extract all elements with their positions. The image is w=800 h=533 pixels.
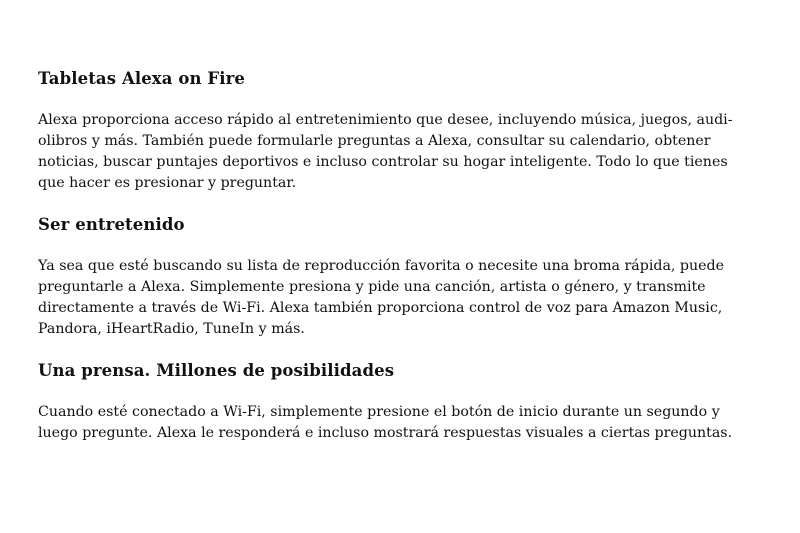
paragraph-line: luego pregunte. Alexa le responderá e incluso mostrará respuestas visuales a ciertas preguntas. xyxy=(38,425,733,441)
paragraph-line: olibros y más. También puede formularle preguntas a Alexa, consultar su calendario, obtener xyxy=(38,133,711,149)
paragraph-line: noticias, buscar puntajes deportivos e incluso controlar su hogar inteligente. Todo lo que tienes xyxy=(38,154,728,170)
paragraph-line: Alexa proporciona acceso rápido al entretenimiento que desee, incluyendo música, juegos, audi- xyxy=(38,112,733,128)
section-heading: Tabletas Alexa on Fire xyxy=(38,69,245,88)
paragraph-line: preguntarle a Alexa. Simplemente presiona y pide una canción, artista o género, y transmite xyxy=(38,279,706,295)
section-alexa-fire-tablets xyxy=(38,66,750,194)
section-paragraph xyxy=(38,110,750,194)
paragraph-line: Pandora, iHeartRadio, TuneIn y más. xyxy=(38,321,305,337)
paragraph-line: Cuando esté conectado a Wi-Fi, simplemente presione el botón de inicio durante un segundo y xyxy=(38,404,720,420)
section-one-press xyxy=(38,358,750,444)
section-heading: Ser entretenido xyxy=(38,215,185,234)
section-paragraph xyxy=(38,402,750,444)
document-body xyxy=(38,66,750,462)
section-paragraph xyxy=(38,256,750,340)
section-be-entertained xyxy=(38,212,750,340)
paragraph-line: directamente a través de Wi-Fi. Alexa también proporciona control de voz para Amazon Music, xyxy=(38,300,723,316)
section-heading: Una prensa. Millones de posibilidades xyxy=(38,361,395,380)
paragraph-line: Ya sea que esté buscando su lista de reproducción favorita o necesite una broma rápida, puede xyxy=(38,258,725,274)
paragraph-line: que hacer es presionar y preguntar. xyxy=(38,175,297,191)
